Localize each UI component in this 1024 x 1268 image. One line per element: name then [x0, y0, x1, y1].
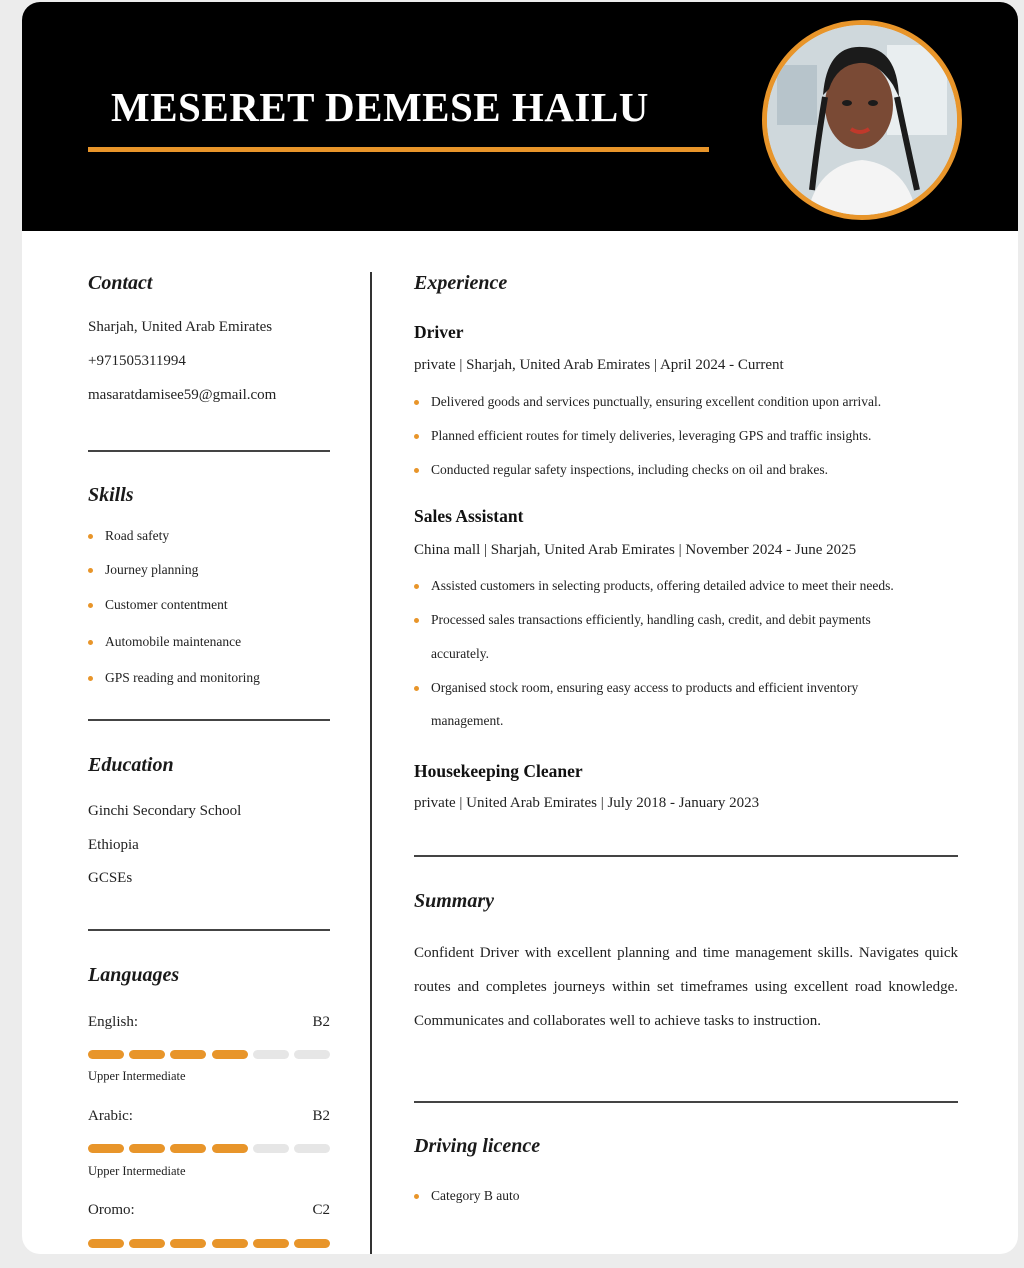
bullet-icon — [88, 676, 93, 681]
language-name: English: — [88, 1014, 139, 1030]
proficiency-segment-filled — [212, 1050, 248, 1059]
proficiency-segment-filled — [253, 1239, 289, 1248]
proficiency-segment-filled — [212, 1239, 248, 1248]
bullet-icon — [414, 400, 419, 405]
contact-phone: +971505311994 — [88, 353, 186, 369]
proficiency-segment-filled — [170, 1144, 206, 1153]
education-divider — [88, 929, 330, 931]
job-title: Housekeeping Cleaner — [414, 761, 583, 781]
proficiency-segment-filled — [170, 1050, 206, 1059]
proficiency-segment-empty — [294, 1144, 330, 1153]
profile-photo — [762, 20, 962, 220]
job-meta: private | United Arab Emirates | July 2018 - January 2023 — [414, 795, 760, 811]
bullet-icon — [88, 640, 93, 645]
language-proficiency-bar — [88, 1239, 330, 1248]
proficiency-segment-filled — [129, 1239, 165, 1248]
candidate-name: MESERET DEMESE HAILU — [111, 84, 649, 130]
language-level: B2 — [312, 1108, 330, 1124]
bullet-icon — [414, 1194, 419, 1199]
bullet-icon — [88, 568, 93, 573]
languages-heading: Languages — [88, 964, 180, 986]
resume-header — [22, 2, 1018, 231]
name-underline — [88, 147, 709, 152]
proficiency-segment-filled — [129, 1144, 165, 1153]
language-row — [88, 1014, 330, 1034]
proficiency-segment-filled — [294, 1239, 330, 1248]
proficiency-segment-empty — [253, 1144, 289, 1153]
summary-text: Confident Driver with excellent planning and time management skills. Navigates quick routes and completes journeys within set timeframes using excellent road knowledge. Communicates and collaborates well to achieve tasks to instruction. — [414, 945, 958, 1029]
language-row — [88, 1202, 330, 1222]
skills-heading: Skills — [88, 484, 134, 506]
profile-photo-icon — [767, 25, 957, 215]
proficiency-segment-filled — [88, 1144, 124, 1153]
bullet-icon — [414, 618, 419, 623]
education-school: Ginchi Secondary School — [88, 803, 242, 819]
language-name: Oromo: — [88, 1202, 135, 1218]
job-meta: China mall | Sharjah, United Arab Emirates | November 2024 - June 2025 — [414, 542, 857, 558]
education-qualification: GCSEs — [88, 870, 133, 886]
proficiency-segment-empty — [294, 1050, 330, 1059]
education-heading: Education — [88, 754, 174, 776]
experience-heading: Experience — [414, 272, 508, 294]
language-description: Upper Intermediate — [88, 1069, 186, 1083]
contact-email: masaratdamisee59@gmail.com — [88, 387, 277, 403]
skills-divider — [88, 719, 330, 721]
proficiency-segment-filled — [170, 1239, 206, 1248]
experience-divider — [414, 855, 958, 857]
bullet-icon — [414, 686, 419, 691]
language-description: Upper Intermediate — [88, 1164, 186, 1178]
bullet-icon — [414, 434, 419, 439]
contact-address: Sharjah, United Arab Emirates — [88, 319, 273, 335]
column-divider — [370, 272, 372, 1254]
proficiency-segment-filled — [88, 1239, 124, 1248]
job-title: Driver — [414, 322, 464, 342]
bullet-icon — [414, 468, 419, 473]
language-level: C2 — [312, 1202, 330, 1218]
licence-heading: Driving licence — [414, 1135, 541, 1157]
proficiency-segment-filled — [129, 1050, 165, 1059]
education-country: Ethiopia — [88, 837, 139, 853]
contact-heading: Contact — [88, 272, 153, 294]
contact-divider — [88, 450, 330, 452]
resume-page: MESERET DEMESE HAILU Contact Sharjah, United Arab Emirates +971505311994 masaratdamisee59@gmail.com Skills Road safety Journey planning Customer contentment Automobile maintenance GPS reading and monitoring Education Ginchi Secondary School Ethiopia GCSEs Languages English: B2 Upper Intermediate Arabic: B2 Upper Intermediate Oromo: C2 Experience Driver private | Sharjah, United Arab Emirates | April 2024 - Current Delivered goods and services punctually, ensuring excellent condition upon arrival. Planned efficient routes for timely deliveries, leveraging GPS and traffic insights. Conducted regular safety inspections, including checks on oil and brakes. Sales Assistant China mall | Sharjah, United Arab Emirates | November 2024 - June 2025 Assisted customers in selecting products, offering detailed advice to meet their needs. Processed sales transactions efficiently, handling cash, credit, and debit payments accurately. Organised stock room, ensuring easy access to products and efficient inventory management. Housekeeping Cleaner private | United Arab Emirates | July 2018 - January 2023 Summary Confident Driver with excellent planning and time management skills. Navigates quick routes and completes journeys within set timeframes using excellent road knowledge. Communicates and collaborates well to achieve tasks to instruction. Driving licence Category B auto — [22, 2, 1018, 1254]
job-title: Sales Assistant — [414, 506, 524, 526]
bullet-icon — [88, 534, 93, 539]
language-level: B2 — [312, 1014, 330, 1030]
bullet-icon — [414, 584, 419, 589]
summary-divider — [414, 1101, 958, 1103]
proficiency-segment-empty — [253, 1050, 289, 1059]
bullet-icon — [88, 603, 93, 608]
language-row — [88, 1108, 330, 1128]
language-name: Arabic: — [88, 1108, 133, 1124]
summary-heading: Summary — [414, 890, 495, 912]
proficiency-segment-filled — [88, 1050, 124, 1059]
proficiency-segment-filled — [212, 1144, 248, 1153]
language-proficiency-bar — [88, 1050, 330, 1059]
language-proficiency-bar — [88, 1144, 330, 1153]
job-meta: private | Sharjah, United Arab Emirates | April 2024 - Current — [414, 357, 784, 373]
